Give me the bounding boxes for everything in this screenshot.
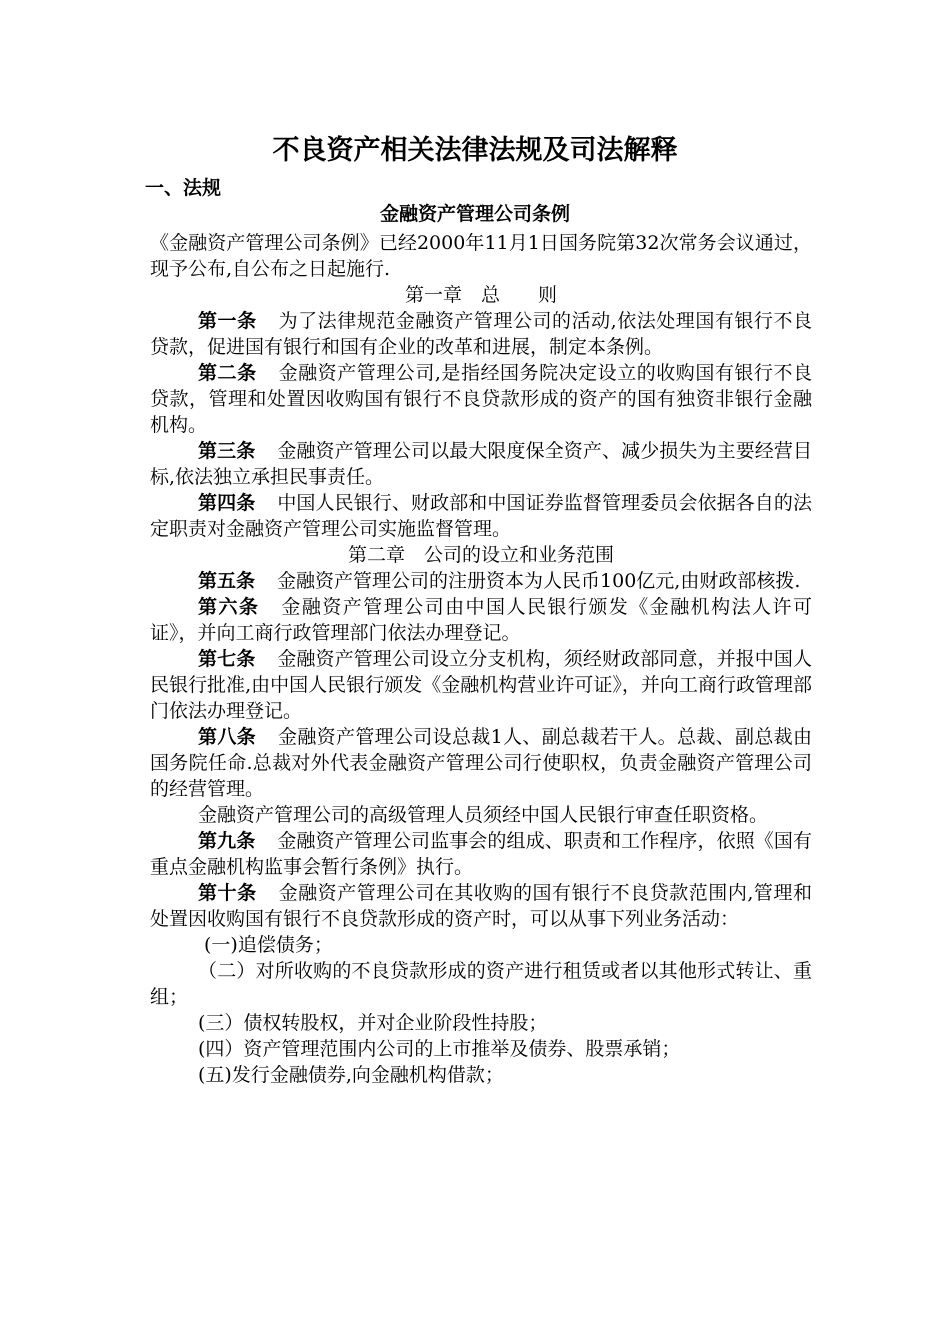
- list-item: (一)追偿债务；: [204, 934, 333, 956]
- list-item: （二）对所收购的不良贷款形成的资产进行租赁或者以其他形式转让、重组；: [150, 960, 812, 1008]
- paragraph: 金融资产管理公司的高级管理人员须经中国人民银行审查任职资格。: [198, 804, 769, 826]
- article-label: 第二条: [198, 362, 257, 384]
- list-item: (三）债权转股权，并对企业阶段性持股；: [198, 1012, 548, 1034]
- article: [150, 724, 812, 802]
- article-label: 第六条: [198, 596, 260, 618]
- article: [150, 594, 812, 646]
- article: [150, 490, 812, 542]
- article-text: 金融资产管理公司在其收购的国有银行不良贷款范围内,管理和处置因收购国有银行不良贷款形成的资产时，可以从事下列业务活动：: [150, 882, 812, 930]
- article: [150, 646, 812, 724]
- article-text: 中国人民银行、财政部和中国证券监督管理委员会依据各自的法定职责对金融资产管理公司实施监督管理。: [150, 492, 812, 540]
- article-text: 为了法律规范金融资产管理公司的活动,依法处理国有银行不良贷款，促进国有银行和国有企业的改革和进展，制定本条例。: [150, 310, 812, 358]
- list-item: (四）资产管理范围内公司的上市推举及债券、股票承销；: [198, 1038, 681, 1060]
- section-heading: 一、法规: [145, 177, 222, 199]
- list-item: (五)发行金融债券,向金融机构借款；: [198, 1064, 504, 1086]
- article-label: 第四条: [198, 492, 256, 514]
- article-text: 金融资产管理公司的注册资本为人民币100亿元,由财政部核拨.: [277, 570, 801, 592]
- article-text: 金融资产管理公司由中国人民银行颁发《金融机构法人许可证》，并向工商行政管理部门依法办理登记。: [150, 596, 812, 644]
- article-label: 第七条: [198, 648, 256, 670]
- article-text: 金融资产管理公司设立分支机构，须经财政部同意，并报中国人民银行批准,由中国人民银行颁发《金融机构营业许可证》，并向工商行政管理部门依法办理登记。: [150, 648, 812, 722]
- article-label: 第九条: [198, 830, 256, 852]
- article: [150, 438, 812, 490]
- preamble: 《金融资产管理公司条例》已经2000年11月1日国务院第32次常务会议通过，现予公布,自公布之日起施行.: [150, 232, 812, 280]
- article: [150, 880, 812, 932]
- article: [150, 308, 812, 360]
- article-label: 第五条: [198, 570, 256, 592]
- chapter-heading: 第二章 公司的设立和业务范围: [347, 544, 614, 566]
- article: [150, 828, 812, 880]
- article-label: 第三条: [198, 440, 256, 462]
- article-label: 第一条: [198, 310, 257, 332]
- article-label: 第十条: [198, 882, 257, 904]
- article-text: 金融资产管理公司监事会的组成、职责和工作程序，依照《国有重点金融机构监事会暂行条例》执行。: [150, 830, 812, 878]
- chapter-heading: 第一章 总 则: [404, 284, 557, 306]
- article: [150, 360, 812, 438]
- article-text: 金融资产管理公司设总裁1人、副总裁若干人。总裁、副总裁由国务院任命.总裁对外代表金融资产管理公司行使职权，负责金融资产管理公司的经营管理。: [150, 726, 812, 800]
- article: [150, 568, 812, 594]
- document-body: [150, 230, 812, 1088]
- document-title: 不良资产相关法律法规及司法解释: [272, 135, 678, 166]
- article-label: 第八条: [198, 726, 256, 748]
- regulation-title: 金融资产管理公司条例: [379, 203, 570, 225]
- article-text: 金融资产管理公司以最大限度保全资产、减少损失为主要经营目标,依法独立承担民事责任。: [150, 440, 812, 488]
- article-text: 金融资产管理公司,是指经国务院决定设立的收购国有银行不良贷款，管理和处置因收购国有银行不良贷款形成的资产的国有独资非银行金融机构。: [150, 362, 812, 436]
